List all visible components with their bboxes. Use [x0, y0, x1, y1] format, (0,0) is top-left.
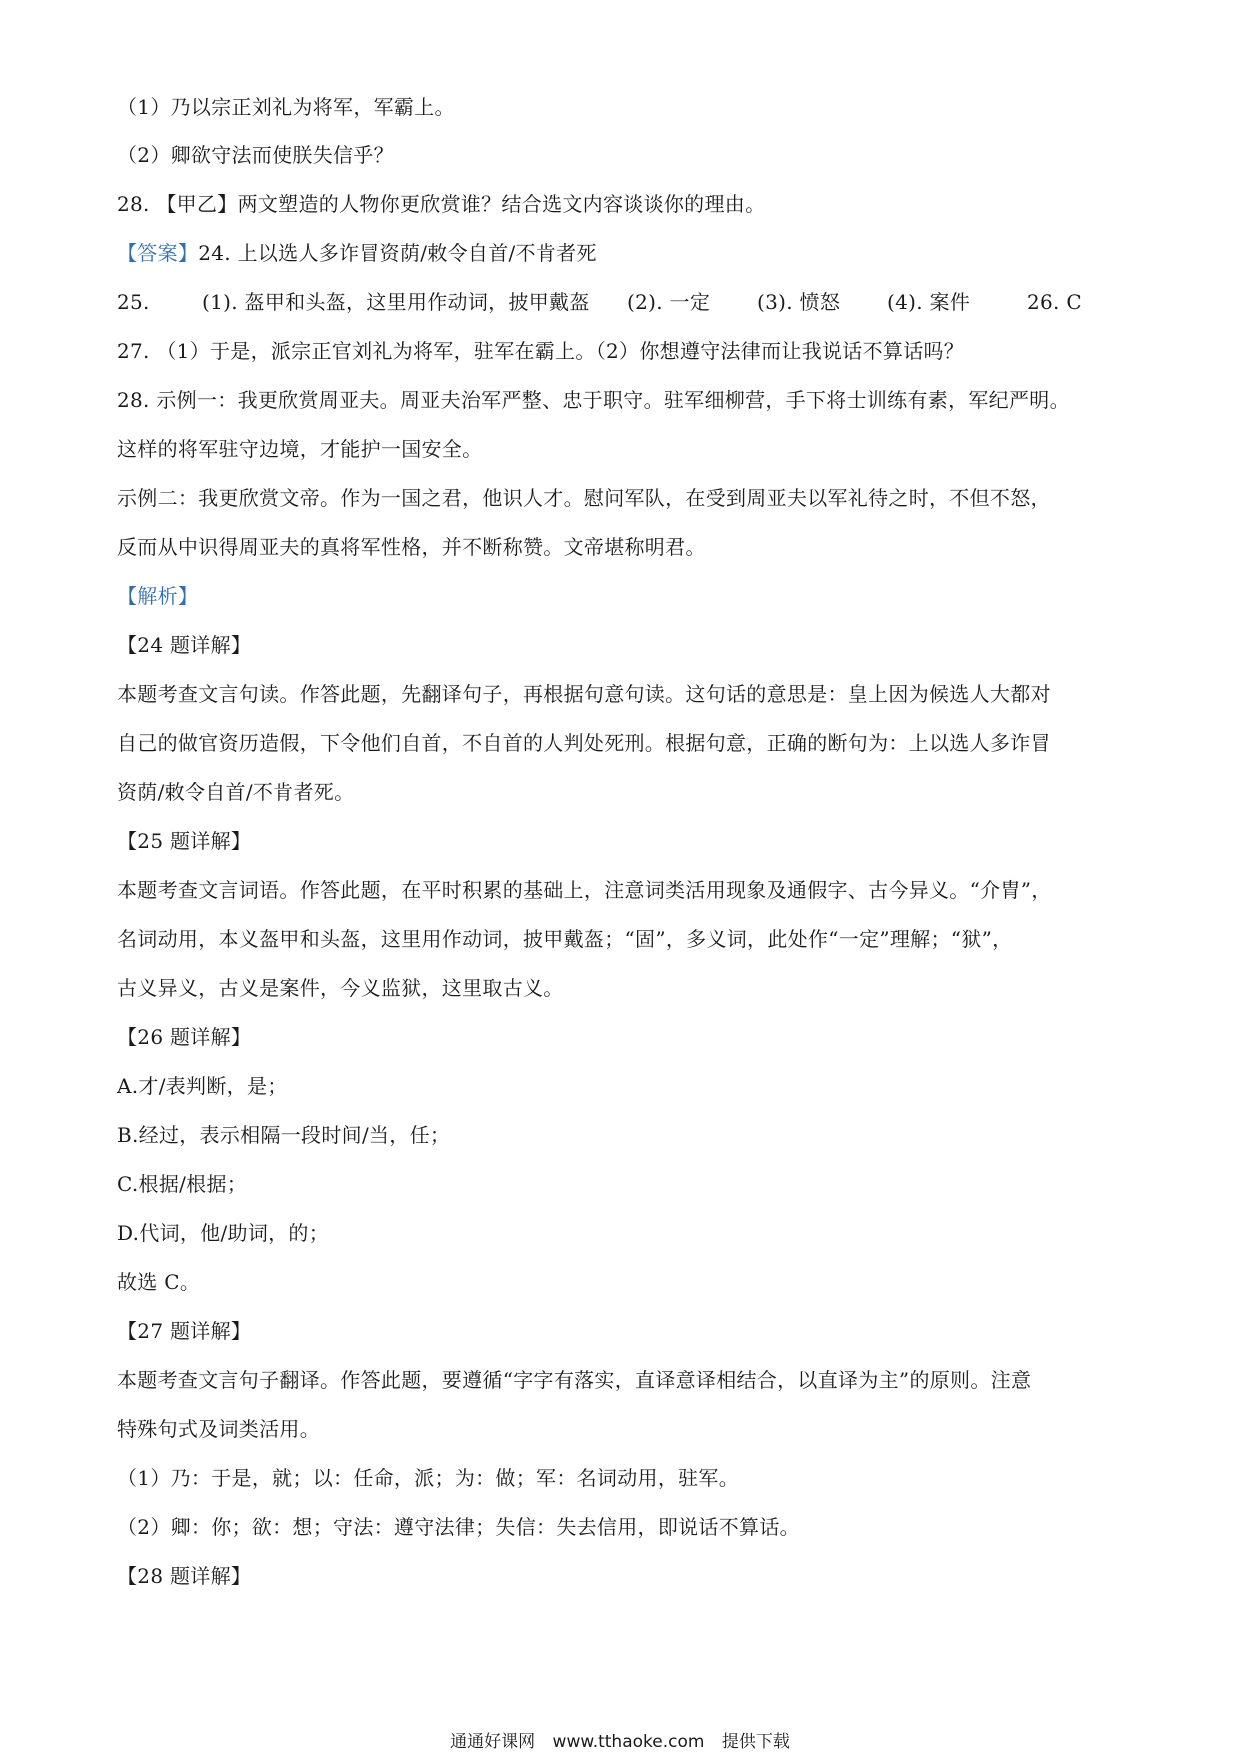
footer-url[interactable]: www.tthaoke.com [552, 1732, 705, 1752]
answer-28-example-1-line-2: 这样的将军驻守边境，才能护一国安全。 [117, 437, 483, 461]
question-27-item-2: （2）卿欲守法而使朕失信乎？ [117, 143, 394, 167]
section-27-text-2: 特殊句式及词类活用。 [117, 1417, 320, 1441]
answer-28-example-2-line-2: 反而从中识得周亚夫的真将军性格，并不断称赞。文帝堪称明君。 [117, 535, 706, 559]
section-25-text-2: 名词动用，本义盔甲和头盔，这里用作动词，披甲戴盔；“固”，多义词，此处作“一定”理解；“狱”， [117, 927, 1013, 951]
section-24-text-2: 自己的做官资历造假，下令他们自首，不自首的人判处死刑。根据句意，正确的断句为：上以选人多诈冒 [117, 731, 1051, 755]
section-24-text-3: 资荫/敕令自首/不肯者死。 [117, 780, 355, 804]
answer-line-24 [117, 240, 597, 266]
answer-26: 26. C [1027, 290, 1082, 314]
answer-line-25 [117, 289, 1082, 315]
answer-25-number: 25. [117, 290, 150, 314]
section-27-item-1: （1）乃：于是，就；以：任命，派；为：做；军：名词动用，驻军。 [117, 1466, 740, 1490]
answer-28-example-1-line-1: 28. 示例一：我更欣赏周亚夫。周亚夫治军严整、忠于职守。驻军细柳营，手下将士训练有素，军纪严明。 [117, 388, 1070, 412]
footer-note: 提供下载 [721, 1732, 790, 1752]
page-footer [0, 1727, 1240, 1752]
section-26-option-d: D.代词，他/助词，的； [117, 1221, 330, 1245]
section-26-heading: 【26 题详解】 [117, 1025, 252, 1049]
answer-25-part-2: (2). 一定 [627, 290, 711, 314]
answer-25-part-4: (4). 案件 [887, 290, 971, 314]
section-25-heading: 【25 题详解】 [117, 829, 252, 853]
answer-tag: 【答案】 [117, 241, 199, 265]
section-27-heading: 【27 题详解】 [117, 1319, 252, 1343]
answer-24-text: 24. 上以选人多诈冒资荫/敕令自首/不肯者死 [198, 241, 597, 265]
section-28-heading: 【28 题详解】 [117, 1564, 252, 1588]
answer-25-part-1: (1). 盔甲和头盔，这里用作动词，披甲戴盔 [202, 290, 590, 314]
analysis-heading: 【解析】 [117, 584, 199, 608]
section-27-item-2: （2）卿：你；欲：想；守法：遵守法律；失信：失去信用，即说话不算话。 [117, 1515, 800, 1539]
answer-28-example-2-line-1: 示例二：我更欣赏文帝。作为一国之君，他识人才。慰问军队，在受到周亚夫以军礼待之时，不但不怒， [117, 486, 1051, 510]
answer-line-27: 27. （1）于是，派宗正官刘礼为将军，驻军在霸上。（2）你想遵守法律而让我说话不算话吗？ [117, 339, 965, 363]
section-26-option-a: A.才/表判断，是； [117, 1074, 288, 1098]
section-26-conclusion: 故选 C。 [117, 1270, 201, 1294]
answer-25-part-3: (3). 愤怒 [757, 290, 841, 314]
section-25-text-3: 古义异义，古义是案件，今义监狱，这里取古义。 [117, 976, 564, 1000]
section-25-text-1: 本题考查文言词语。作答此题，在平时积累的基础上，注意词类活用现象及通假字、古今异义。“介胄”， [117, 878, 1052, 902]
section-27-text-1: 本题考查文言句子翻译。作答此题，要遵循“字字有落实，直译意译相结合，以直译为主”的原则。注意 [117, 1368, 1032, 1392]
question-27-item-1: （1）乃以宗正刘礼为将军，军霸上。 [117, 95, 455, 119]
footer-site-name: 通通好课网 [450, 1732, 536, 1752]
question-28: 28. 【甲乙】两文塑造的人物你更欣赏谁？结合选文内容谈谈你的理由。 [117, 192, 766, 216]
section-26-option-c: C.根据/根据； [117, 1172, 248, 1196]
section-24-text-1: 本题考查文言句读。作答此题，先翻译句子，再根据句意句读。这句话的意思是：皇上因为候选人大都对 [117, 682, 1051, 706]
section-26-option-b: B.经过，表示相隔一段时间/当，任； [117, 1123, 451, 1147]
section-24-heading: 【24 题详解】 [117, 633, 252, 657]
